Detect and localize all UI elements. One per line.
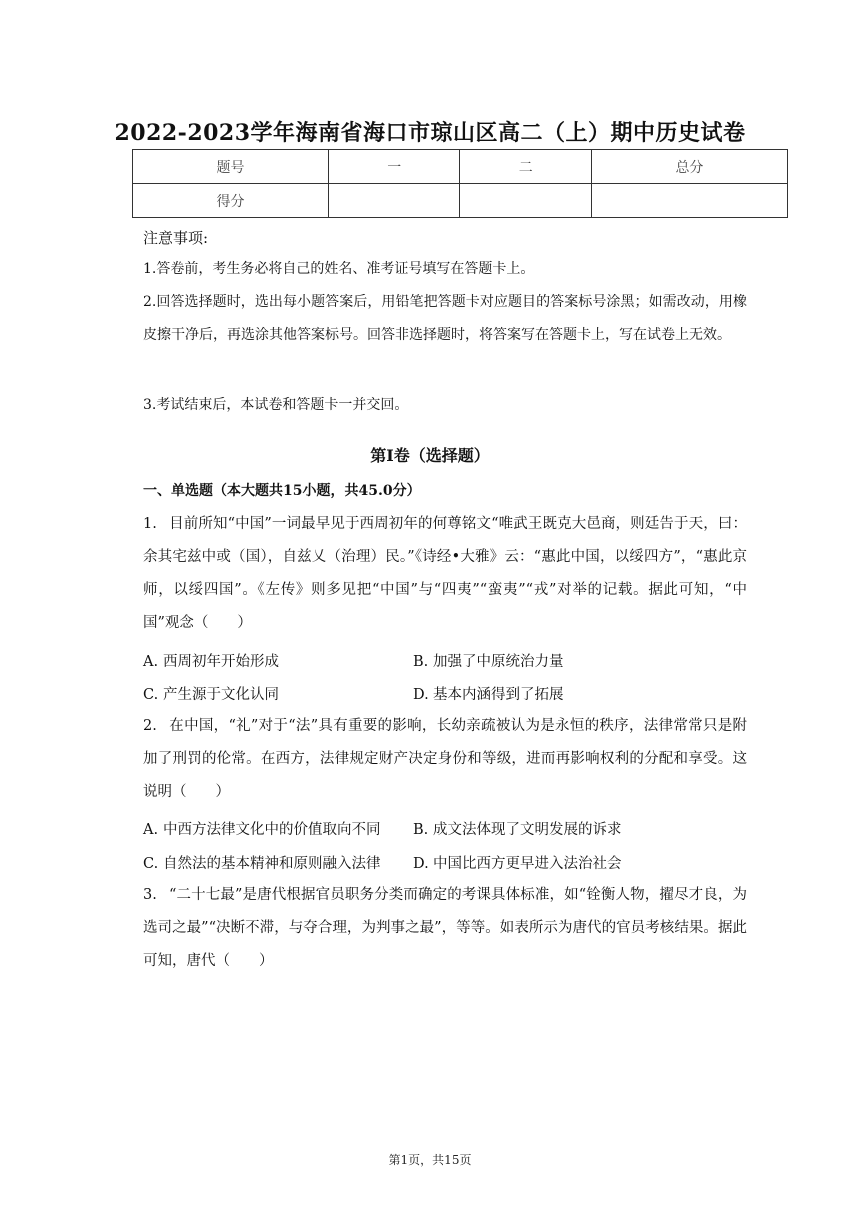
notice-item-3: 3.考试结束后，本试卷和答题卡一并交回。 bbox=[143, 397, 409, 413]
question-2-option-b[interactable] bbox=[413, 818, 622, 839]
question-1-option-b[interactable] bbox=[413, 650, 564, 671]
score-cell-total bbox=[591, 184, 787, 218]
question-1 bbox=[143, 508, 747, 640]
question-2 bbox=[143, 710, 747, 809]
question-text: 目前所知“中国”一词最早见于西周初年的何尊铭文“唯武王既克大邑商，则廷告于天，曰：余其宅兹中或（国），自兹乂（治理）民。”《诗经•大雅》云：“惠此中国，以绥四方”，“惠此京师，以绥四国”。《左传》则多见把“中国”与“四夷”“蛮夷”“戎”对举的记载。据此可知，“中国”观念（ ） bbox=[143, 516, 747, 631]
notice-heading: 注意事项: bbox=[143, 229, 209, 247]
page-footer: 第1页，共15页 bbox=[388, 1153, 472, 1167]
option-text: 加强了中原统治力量 bbox=[433, 654, 564, 670]
question-text: 在中国，“礼”对于“法”具有重要的影响，长幼亲疏被认为是永恒的秩序，法律常常只是附加了刑罚的伦常。在西方，法律规定财产决定身份和等级，进而再影响权利的分配和享受。这说明（ ） bbox=[143, 718, 747, 800]
question-3 bbox=[143, 879, 747, 978]
option-letter: C. bbox=[143, 856, 159, 872]
notice-item-1: 1.答卷前，考生务必将自己的姓名、准考证号填写在答题卡上。 bbox=[143, 261, 535, 277]
score-table bbox=[132, 149, 788, 218]
question-2-option-d[interactable] bbox=[413, 852, 622, 873]
notice-item-2: 2.回答选择题时，选出每小题答案后，用铅笔把答题卡对应题目的答案标号涂黑；如需改动，用橡皮擦干净后，再选涂其他答案标号。回答非选择题时，将答案写在答题卡上，写在试卷上无效。 bbox=[143, 294, 747, 343]
option-letter: B. bbox=[413, 654, 429, 670]
exam-title: 2022-2023学年海南省海口市琼山区高二（上）期中历史试卷 bbox=[114, 120, 746, 146]
score-table-header-row bbox=[133, 150, 788, 184]
score-cell-part-one bbox=[329, 184, 460, 218]
option-text: 中西方法律文化中的价值取向不同 bbox=[163, 822, 381, 838]
option-text: 产生源于文化认同 bbox=[163, 687, 279, 703]
option-letter: A. bbox=[143, 654, 159, 670]
header-cell-part-two: 二 bbox=[460, 150, 591, 184]
option-text: 中国比西方更早进入法治社会 bbox=[433, 856, 622, 872]
question-2-option-a[interactable] bbox=[143, 818, 381, 839]
question-1-option-a[interactable] bbox=[143, 650, 279, 671]
section-subtitle: 一、单选题（本大题共15小题，共45.0分） bbox=[143, 483, 421, 499]
option-letter: B. bbox=[413, 822, 429, 838]
option-text: 基本内涵得到了拓展 bbox=[433, 687, 564, 703]
header-cell-question-number: 题号 bbox=[133, 150, 329, 184]
option-letter: C. bbox=[143, 687, 159, 703]
question-text: “二十七最”是唐代根据官员职务分类而确定的考课具体标准，如“铨衡人物，擢尽才良，为选司之最”“决断不滞，与夺合理，为判事之最”，等等。如表所示为唐代的官员考核结果。据此可知，唐代（ ） bbox=[143, 887, 747, 969]
option-text: 自然法的基本精神和原则融入法律 bbox=[163, 856, 381, 872]
section-title: 第I卷（选择题） bbox=[370, 446, 490, 465]
header-cell-part-one: 一 bbox=[329, 150, 460, 184]
question-number: 1. bbox=[143, 516, 157, 532]
option-letter: D. bbox=[413, 856, 429, 872]
question-2-option-c[interactable] bbox=[143, 852, 381, 873]
question-number: 3. bbox=[143, 887, 157, 903]
option-letter: A. bbox=[143, 822, 159, 838]
score-table-score-row bbox=[133, 184, 788, 218]
question-1-option-d[interactable] bbox=[413, 683, 564, 704]
option-text: 成文法体现了文明发展的诉求 bbox=[433, 822, 622, 838]
option-letter: D. bbox=[413, 687, 429, 703]
header-cell-total: 总分 bbox=[591, 150, 787, 184]
question-1-option-c[interactable] bbox=[143, 683, 279, 704]
option-text: 西周初年开始形成 bbox=[163, 654, 279, 670]
row-label-score: 得分 bbox=[133, 184, 329, 218]
question-number: 2. bbox=[143, 718, 157, 734]
score-cell-part-two bbox=[460, 184, 591, 218]
